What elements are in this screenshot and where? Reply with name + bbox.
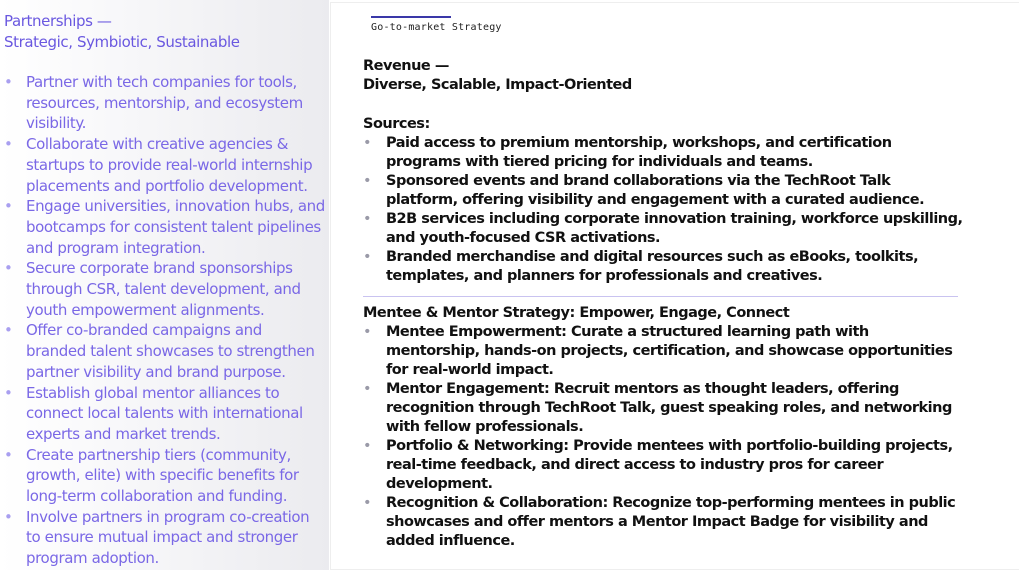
- list-item-text: Paid access to premium mentorship, workshops, and certification programs with tiered pricing for individuals and teams.: [386, 135, 892, 170]
- list-item: [363, 134, 963, 172]
- list-item-text: B2B services including corporate innovation training, workforce upskilling, and youth-focused CSR activations.: [386, 211, 963, 246]
- list-item: [363, 494, 963, 551]
- list-item-text: Establish global mentor alliances to connect local talents with international experts and market trends.: [26, 383, 303, 443]
- bullet-icon: •: [4, 73, 13, 91]
- list-item: [363, 248, 963, 286]
- bullet-icon: •: [363, 249, 372, 265]
- revenue-title-line2: Diverse, Scalable, Impact-Oriented: [363, 77, 632, 93]
- mentor-strategy-title: Mentee & Mentor Strategy: Empower, Engage, Connect: [363, 305, 790, 321]
- list-item-text: Create partnership tiers (community, growth, elite) with specific benefits for long-term collaboration and funding.: [26, 445, 299, 506]
- list-item-text: Portfolio & Networking: Provide mentees with portfolio-building projects, real-time feedback, and direct access to industry pros for career development.: [386, 438, 953, 492]
- list-item: [363, 210, 963, 248]
- list-item-text: Engage universities, innovation hubs, and bootcamps for consistent talent pipelines and program integration.: [26, 197, 325, 257]
- bullet-icon: •: [363, 135, 372, 151]
- mentor-strategy-list: [363, 323, 963, 551]
- list-item: [0, 445, 326, 507]
- list-item-text: Branded merchandise and digital resources such as eBooks, toolkits, templates, and planners for professionals and creatives.: [386, 249, 919, 284]
- list-item: [363, 323, 963, 380]
- list-item: [0, 196, 326, 258]
- list-item-text: Mentor Engagement: Recruit mentors as thought leaders, offering recognition through TechRoot Talk, guest speaking roles, and networking with fellow professionals.: [386, 381, 952, 435]
- list-item: [0, 258, 326, 320]
- list-item-text: Sponsored events and brand collaborations via the TechRoot Talk platform, offering visibility and engagement with a curated audience.: [386, 173, 925, 208]
- partnerships-title-line2: Strategic, Symbiotic, Sustainable: [4, 33, 240, 51]
- list-item: [0, 320, 326, 382]
- list-item-text: Mentee Empowerment: Curate a structured learning path with mentorship, hands-on projects, certification, and showcase opportunities for real-world impact.: [386, 324, 953, 378]
- partnerships-list: [0, 72, 326, 569]
- partnerships-title-line1: Partnerships —: [4, 12, 112, 30]
- bullet-icon: •: [4, 135, 13, 154]
- bullet-icon: •: [4, 383, 13, 402]
- bullet-icon: •: [363, 173, 372, 189]
- list-item: [0, 507, 326, 569]
- header-accent-line: [371, 16, 451, 18]
- sources-list: [363, 134, 963, 286]
- bullet-icon: •: [4, 445, 13, 464]
- list-item-text: Secure corporate brand sponsorships through CSR, talent development, and youth empowerment alignments.: [26, 259, 301, 319]
- section-header-label: Go-to-market Strategy: [371, 22, 502, 33]
- list-item-text: Partner with tech companies for tools, resources, mentorship, and ecosystem visibility.: [26, 73, 303, 133]
- list-item-text: Recognition & Collaboration: Recognize top-performing mentees in public showcases and offer mentors a Mentor Impact Badge for visibility and added influence.: [386, 495, 956, 549]
- revenue-title-line1: Revenue —: [363, 58, 449, 74]
- list-item: [0, 134, 326, 196]
- bullet-icon: •: [363, 211, 372, 227]
- list-item: [363, 172, 963, 210]
- list-item-text: Involve partners in program co-creation to ensure mutual impact and stronger program adoption.: [26, 507, 310, 568]
- bullet-icon: •: [363, 381, 372, 397]
- bullet-icon: •: [363, 495, 372, 511]
- bullet-icon: •: [4, 259, 13, 278]
- partnerships-panel: [0, 0, 329, 570]
- list-item: [0, 72, 326, 134]
- sources-heading: Sources:: [363, 116, 430, 132]
- list-item-text: Collaborate with creative agencies & startups to provide real-world internship placements and portfolio development.: [26, 135, 313, 195]
- list-item: [363, 380, 963, 437]
- bullet-icon: •: [4, 197, 13, 216]
- bullet-icon: •: [363, 438, 372, 454]
- bullet-icon: •: [363, 324, 372, 340]
- revenue-title: [363, 57, 632, 95]
- section-divider: [363, 296, 958, 297]
- bullet-icon: •: [4, 507, 13, 526]
- bullet-icon: •: [4, 321, 13, 340]
- list-item-text: Offer co-branded campaigns and branded talent showcases to strengthen partner visibility and brand purpose.: [26, 321, 315, 381]
- partnerships-title: [4, 11, 240, 53]
- list-item: [363, 437, 963, 494]
- list-item: [0, 383, 326, 445]
